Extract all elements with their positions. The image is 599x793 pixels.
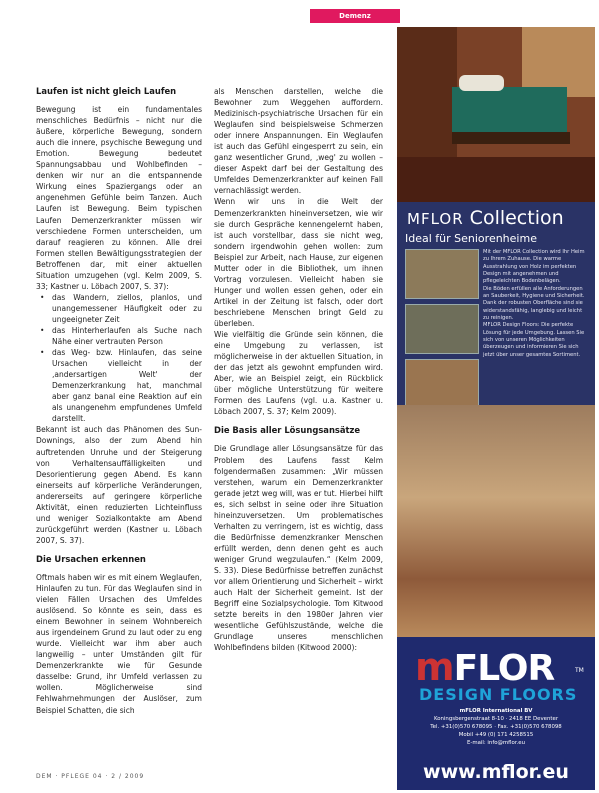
bullet-list xyxy=(36,292,202,425)
contact-block xyxy=(407,707,585,747)
paragraph: Bekannt ist auch das Phänomen des Sun-Downings, also der zum Abend hin auftretenden Unruhe und der Steigerung von Verhaltensauffälligkeiten und Desorientierung gegen Abend. Es kann einerseits auf körperliche Veränderungen, andererseits auf geringere körperliche Aktivität, einen reduzierten Lichteinfluss und weniger Sozialkontakte am Abend zurückgeführt werden (Kastner u. Löbach 2007, S. 37). xyxy=(36,425,202,545)
heading-ursachen: Die Ursachen erkennen xyxy=(36,553,146,564)
list-item: • das Wandern, ziellos, planlos, und unangemessener Häufigkeit oder zu ungeeigneter Zeit xyxy=(46,292,202,325)
column-middle xyxy=(214,86,383,653)
section-tag: Demenz xyxy=(310,9,400,23)
email: E-mail: info@mflor.eu xyxy=(466,740,526,746)
trademark: TM xyxy=(575,667,584,674)
logo-block xyxy=(397,637,595,790)
phone: Tel. +31(0)570 678095 · Fax. +31(0)570 678098 xyxy=(430,724,562,730)
website-url: www.mflor.eu xyxy=(423,761,569,783)
heading-laufen: Laufen ist nicht gleich Laufen xyxy=(36,86,177,96)
mflor-logo xyxy=(415,645,554,689)
address: Koningsbergenstraat 8-10 · 2418 EE Deventer xyxy=(433,716,559,722)
hero-photo-bedroom xyxy=(397,27,595,202)
logo-text: FLOR xyxy=(453,648,555,689)
bed-illustration xyxy=(397,27,595,202)
mflor-advertisement xyxy=(397,27,595,790)
photo-dining xyxy=(405,304,479,354)
paragraph: Oftmals haben wir es mit einem Weglaufen, Hinlaufen zu tun. Für das Weglaufen sind in vielen Fällen Ursachen des Umfeldes auslösend. So könnte es sein, dass es einem Bewohner in seinem Wohnbereich aus irgendeinem Grund zu laut oder zu eng wurde. Vielleicht war ihm aber auch langweilig – unter Umständen gilt für Demenzerkrankte wie für Gesunde dasselbe: Grund, ihr Umfeld verlassen zu wollen. Möglicherweise sind Fehlwahrnehmungen der Auslöser, zum Beispiel Schatten, die sich xyxy=(36,572,202,715)
collection-title xyxy=(407,207,564,229)
logo-m: m xyxy=(415,645,454,689)
ad-body-text xyxy=(483,249,589,359)
ad-paragraph: Mit der MFLOR Collection wird Ihr Heim zu Ihrem Zuhause. Die warme Ausstrahlung von Holz im perfekten Design mit angenehmen und pflegeleichten Bodenbelägen. xyxy=(483,249,585,285)
ad-subtitle: Ideal für Seniorenheime xyxy=(405,232,537,245)
paragraph: Wenn wir uns in die Welt der Demenzerkrankten hineinversetzen, wie wir sie durch Gespräche kennengelernt haben, ist auch vorstellbar, dass sie nicht weg, sondern irgendwohin gehen wollen: zum Beispiel zur Arbeit, nach Hause, zur eigenen Mutter oder in die Bibliothek, um ihnen Vortrag vorzulesen. Vielleicht haben sie Hunger und wollen essen gehen, oder ein Artikel in der Zeitung ist falsch, oder dort beschriebene Menschen bringt Geld zu überleben. xyxy=(214,197,383,328)
brand-small: MFLOR xyxy=(407,210,464,228)
mobile: Mobil +49 (0) 171 4258515 xyxy=(458,732,534,738)
paragraph: Die Grundlage aller Lösungsansätze für das Problem des Laufens fasst Kelm folgendermaßen zusammen: „Wir müssen verstehen, warum ein Demenzerkrankter gerade jetzt weg will, was er tut. Hierbei hilft es, sich selbst in seine oder ihre Situation hineinzuversetzen. Um problematisches Verhalten zu verringern, ist es wichtig, dass die Bedürfnisse demenzkranker Menschen erfüllt werden, denn denen geht es auch weniger Grund wegzulaufen.“ (Kelm 2009, S. 33). Diese Bedürfnisse betreffen zunächst vor allem Orientierung und Sicherheit – wirkt auch Halt der Sicherheit gemeint. Ist der Begriff eine Sozialpsychologie. Tom Kitwood setzte bereits in den 1980er Jahren vier wesentliche Gefühlszustände, welche die Grundlage unseres menschlichen Wohlbefindens bilden (Kitwood 2000): xyxy=(214,444,383,653)
page-folio: DEM · PFLEGE 04 · 2 / 2009 xyxy=(36,773,145,780)
paragraph: Bewegung ist ein fundamentales menschliches Bedürfnis – nicht nur die äußere, körperliche Bewegung, sondern auch die innere, psychische Bewegung und Emotion. Bewegung bedeutet Spannungsabbau und Wohlbefinden – denken wir nur an die entspannende Wirkung eines Spaziergangs oder an angenehmen Gefühle beim Tanzen. Auch Laufen ist Bewegung. Beim typischen Laufen Demenzerkrankter müssen wir verschiedene Formen unterscheiden, um darauf reagieren zu können. Alle drei Formen stellen Bewältigungsstrategien der Betroffenen dar, mit einer aktuellen Situation umzugehen (vgl. Kelm 2009, S. 33; Kastner u. Löbach 2007, S. 37): xyxy=(36,105,202,291)
column-left xyxy=(36,86,202,716)
collection-word: Collection xyxy=(469,207,564,229)
company-name: mFLOR International BV xyxy=(459,708,533,714)
paragraph: Wie vielfältig die Gründe sein können, die eine Umgebung zu verlassen, ist möglicherweise in der aktuellen Situation, in der das jetzt als gewohnt empfunden wird. Aber, wie an Beispiel zeigt, ein Rückblick über mögliche Unterstützung für weitere Formen des Laufens (vgl. u.a. Kastner u. Löbach 2007, S. 37; Kelm 2009). xyxy=(214,330,383,417)
list-item: • das Weg- bzw. Hinlaufen, das seine Ursachen vielleicht in der ‚andersartigen Welt' der Demenzerkrankung hat, manchmal aber ganz banal eine Reaktion auf ein als unangenehm empfundenes Umfeld darstellt. xyxy=(46,347,202,424)
ad-paragraph: MFLOR Design Floors: Die perfekte Lösung für jede Umgebung. Lassen Sie sich von unseren Möglichkeiten überzeugen und informieren Sie sich jetzt über unser gesamtes Sortiment. xyxy=(483,322,585,358)
photo-strip xyxy=(405,249,477,414)
ad-paragraph: Die Böden erfüllen alle Anforderungen an Sauberkeit, Hygiene und Sicherheit. Dank der robusten Oberfläche sind sie widerstandsfähig, langlebig und leicht zu reinigen. xyxy=(483,285,585,322)
list-item: • das Hinterherlaufen als Suche nach Nähe einer vertrauten Person xyxy=(46,325,202,347)
photo-corridor xyxy=(397,405,595,637)
photo-room xyxy=(405,359,479,409)
heading-basis: Die Basis aller Lösungsansätze xyxy=(214,425,361,436)
photo-resident xyxy=(405,249,479,299)
design-floors-tagline: DESIGN FLOORS xyxy=(419,685,578,704)
paragraph: als Menschen darstellen, welche die Bewohner zum Weggehen auffordern. Medizinisch-psychiatrische Ursachen für ein Weglaufen sind beispielsweise Schmerzen oder innere Anspannungen. Ein Weglaufen ist auch das Gefühl eingesperrt zu sein, ein ganz wesentlicher Grund, ‚weg' zu wollen – dieser Aspekt darf bei der Gestaltung des Umfeldes Demenzerkrankter auf keinen Fall vernachlässigt werden. xyxy=(214,87,383,196)
